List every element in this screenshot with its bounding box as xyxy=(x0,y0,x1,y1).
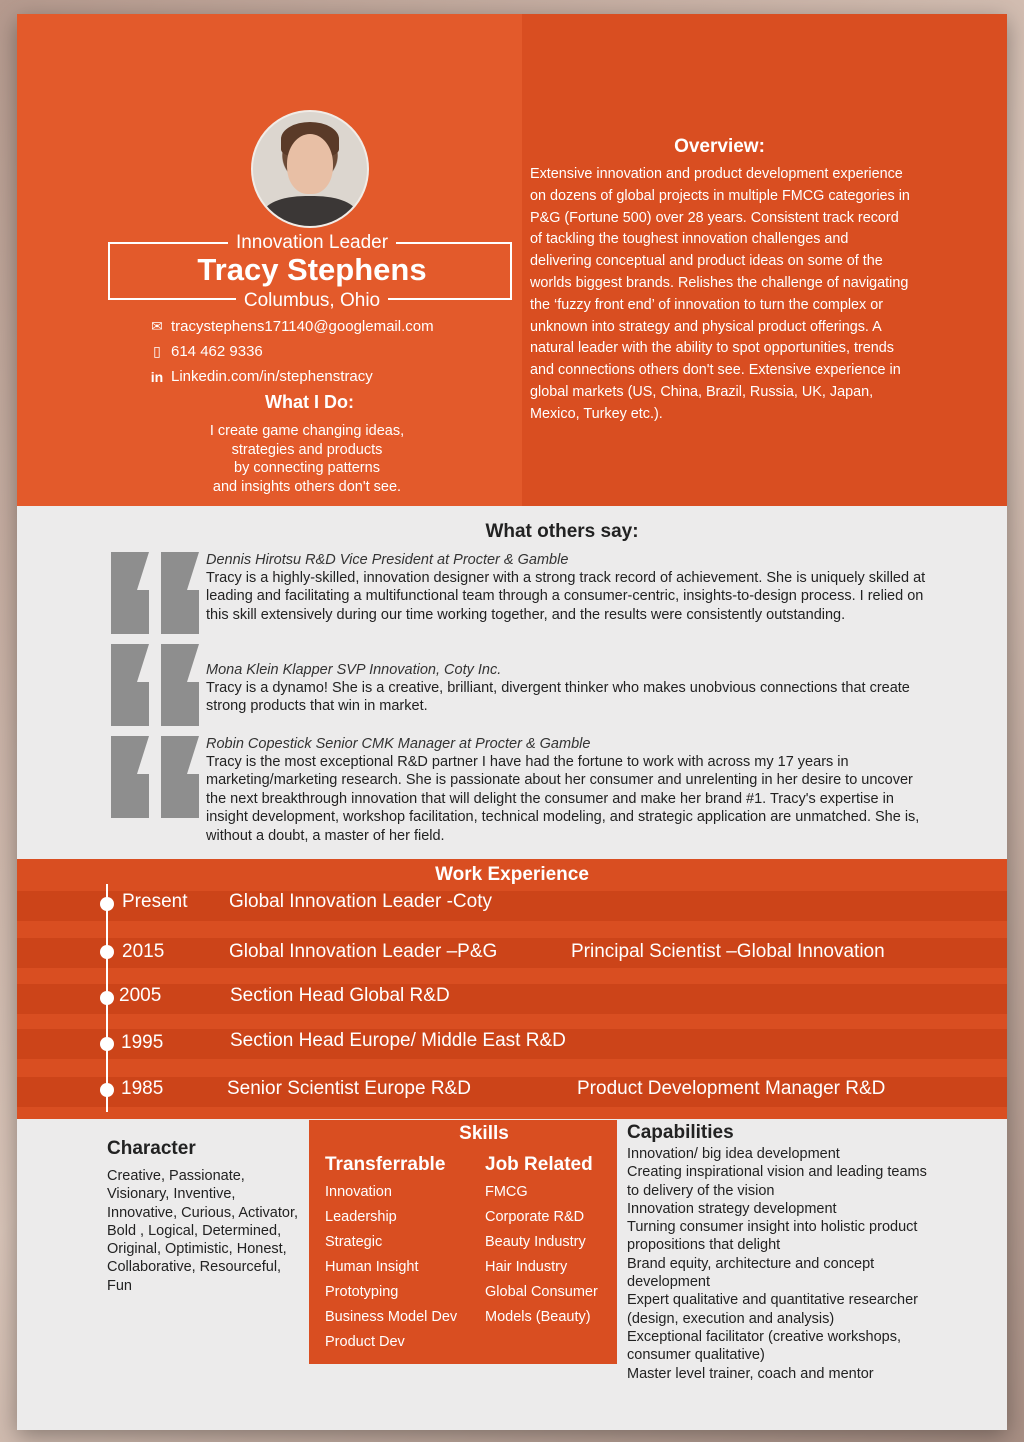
overview-text: Extensive innovation and product development experience on dozens of global projects in multiple FMCG categories in P&G (Fortune 500) over 28 years. Consistent track record of tackling the toughest innovation challenges and delivering conceptual and product ideas on some of the worlds biggest brands. Relishes the challenge of navigating the ‘fuzzy front end’ of innovation to turn the complex or unknown into strategy and physical product offerings. A natural leader with the ability to spot opportunities, trends and connections others don't see. Extensive experience in global markets (US, China, Brazil, Russia, UK, Japan, Mexico, Turkey etc.). xyxy=(530,166,910,422)
skill-item: Strategic xyxy=(325,1234,383,1250)
testimonial-text: Tracy is the most exceptional R&D partner I have had the fortune to work with across my 17 years in marketing/marketing research. She is passionate about her consumer and unrelenting in her desire to uncover the next breakthrough innovation that will delight the consumer and make her brand #1. Tracy's expertise in insight development, workshop facilitation, technical modeling, and strategic application are unmatched. She is, without a doubt, a master of her field. xyxy=(206,754,920,844)
timeline-year: 2005 xyxy=(119,985,162,1006)
timeline-year: 1995 xyxy=(121,1032,164,1053)
contact-phone[interactable] xyxy=(149,343,263,360)
testimonial-author: Robin Copestick Senior CMK Manager at Procter & Gamble xyxy=(206,736,591,752)
what-i-do-line: strategies and products xyxy=(231,441,383,458)
skill-item: FMCG xyxy=(485,1184,528,1200)
email-text: tracystephens171140@googlemail.com xyxy=(171,318,434,335)
timeline-dot xyxy=(100,1083,114,1097)
capability-item: Brand equity, architecture and concept development xyxy=(627,1255,875,1291)
timeline-role-secondary: Principal Scientist –Global Innovation xyxy=(571,941,885,962)
timeline-row xyxy=(17,1030,1007,1060)
skill-item: Business Model Dev xyxy=(325,1309,458,1325)
full-name: Tracy Stephens xyxy=(197,252,427,287)
timeline-role: Section Head Europe/ Middle East R&D xyxy=(230,1030,566,1051)
skill-item: Hair Industry xyxy=(485,1259,568,1275)
skill-item: Human Insight xyxy=(325,1259,419,1275)
testimonial-author: Mona Klein Klapper SVP Innovation, Coty Inc. xyxy=(206,662,502,678)
skill-item: Leadership xyxy=(325,1209,397,1225)
skills-title: Skills xyxy=(459,1123,509,1144)
quote-icon xyxy=(107,552,203,634)
location: Columbus, Ohio xyxy=(17,290,607,312)
contact-linkedin[interactable] xyxy=(149,368,373,385)
envelope-icon: ✉ xyxy=(151,318,163,334)
timeline-role: Global Innovation Leader –P&G xyxy=(229,941,498,962)
skill-item: Prototyping xyxy=(325,1284,399,1300)
what-i-do-text xyxy=(167,422,447,496)
phone-icon: ▯ xyxy=(153,343,161,359)
testimonial-author: Dennis Hirotsu R&D Vice President at Procter & Gamble xyxy=(206,552,569,568)
resume-sheet xyxy=(17,14,1007,1430)
timeline-dot xyxy=(100,945,114,959)
timeline-dot xyxy=(100,897,114,911)
skill-item: Models (Beauty) xyxy=(485,1309,591,1325)
timeline-role-secondary: Product Development Manager R&D xyxy=(577,1078,886,1099)
photo-shoulders xyxy=(263,196,357,228)
profile-photo xyxy=(251,110,369,228)
job-related-title: Job Related xyxy=(485,1154,593,1175)
character-title: Character xyxy=(107,1138,196,1159)
work-experience-title: Work Experience xyxy=(435,864,589,885)
quote-icon xyxy=(107,644,203,726)
capability-item: Turning consumer insight into holistic product propositions that delight xyxy=(627,1219,918,1254)
timeline-row xyxy=(17,891,1007,921)
transferrable-title: Transferrable xyxy=(325,1154,446,1175)
testimonial-text: Tracy is a dynamo! She is a creative, brilliant, divergent thinker who makes unobvious connections that create strong products that win in market. xyxy=(206,680,910,715)
timeline-role: Section Head Global R&D xyxy=(230,985,450,1006)
contact-email[interactable] xyxy=(149,318,434,335)
capabilities-list xyxy=(627,1145,927,1383)
capability-item: Master level trainer, coach and mentor xyxy=(627,1365,874,1382)
quote-icon xyxy=(107,736,203,818)
capability-item: Exceptional facilitator (creative workshops, consumer qualitative) xyxy=(627,1328,902,1364)
job-title: Innovation Leader xyxy=(17,232,607,254)
skill-item: Product Dev xyxy=(325,1334,405,1350)
timeline-dot xyxy=(100,991,114,1005)
timeline-dot xyxy=(100,1037,114,1051)
timeline-role: Global Innovation Leader -Coty xyxy=(229,891,492,912)
character-text: Creative, Passionate, Visionary, Inventive, Innovative, Curious, Activator, Bold , Logical, Determined, Original, Optimistic, Honest, Collaborative, Resourceful, Fun xyxy=(107,1168,299,1294)
timeline-year: Present xyxy=(122,891,188,912)
capability-item: Creating inspirational vision and leading teams to delivery of the vision xyxy=(627,1164,927,1199)
what-i-do-line: by connecting patterns xyxy=(234,460,380,476)
timeline-row xyxy=(17,985,1007,1015)
timeline-year: 2015 xyxy=(122,941,165,962)
capability-item: Expert qualitative and quantitative researcher (design, execution and analysis) xyxy=(627,1292,918,1327)
timeline-year: 1985 xyxy=(121,1078,164,1099)
testimonials-title: What others say: xyxy=(485,521,639,542)
phone-text: 614 462 9336 xyxy=(171,343,263,360)
capability-item: Innovation/ big idea development xyxy=(627,1146,840,1162)
capabilities-title: Capabilities xyxy=(627,1122,734,1143)
skill-item: Corporate R&D xyxy=(485,1209,585,1225)
skill-item: Beauty Industry xyxy=(485,1234,586,1250)
overview-title: Overview: xyxy=(674,136,765,157)
linkedin-icon: in xyxy=(150,368,164,385)
photo-face xyxy=(287,134,333,194)
linkedin-text: Linkedin.com/in/stephenstracy xyxy=(171,368,373,385)
what-i-do-title: What I Do: xyxy=(265,392,354,412)
timeline-row xyxy=(17,941,1007,971)
timeline-role: Senior Scientist Europe R&D xyxy=(227,1078,471,1099)
timeline-row xyxy=(17,1078,1007,1108)
skill-item: Innovation xyxy=(325,1184,392,1200)
what-i-do-line: I create game changing ideas, xyxy=(209,423,405,439)
capability-item: Innovation strategy development xyxy=(627,1200,837,1217)
skill-item: Global Consumer xyxy=(485,1284,598,1300)
testimonial-text: Tracy is a highly-skilled, innovation designer with a strong track record of achievement. She is uniquely skilled at leading and facilitating a multifunctional team through a consumer-centric, insights-to-design process. I relied on this skill extensively during our time working together, and the results were consistently outstanding. xyxy=(206,570,926,623)
what-i-do-line: and insights others don't see. xyxy=(212,478,402,495)
